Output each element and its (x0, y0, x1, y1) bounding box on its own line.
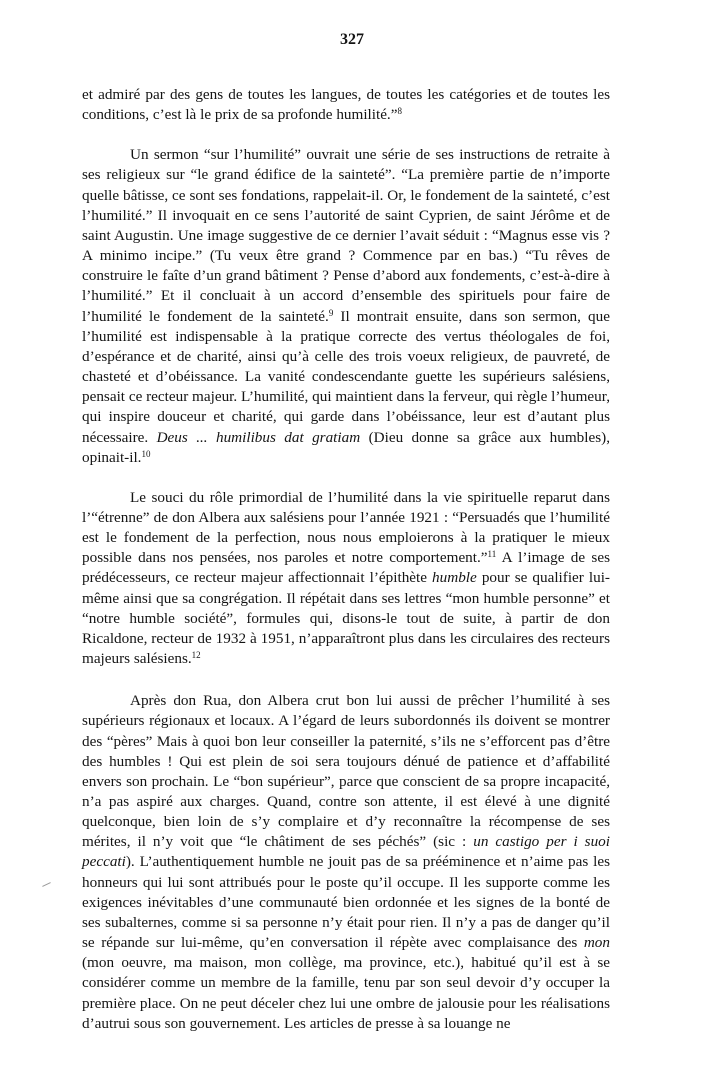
margin-mark (42, 882, 51, 887)
text-run: Le souci du rôle primordial de l’humilité dans la vie spirituelle reparut dans l’“étrenne” de don Albera aux salésiens pour l’année 1921 : “Persuadés que l’humilité est le fondement de la perfection, nous nous emploierons à la pratiquer le mieux possible dans nos pensées, nos paroles et notre comportement.” (82, 488, 610, 567)
footnote-ref: 10 (141, 448, 151, 459)
paragraph (82, 691, 610, 1034)
text-run: pour se qualifier lui-même ainsi que sa congrégation. Il répétait dans ses lettres “mon humble personne” et “notre humble société”, formules qui, disons-le tout de suite, à partir de don Ricaldone, recteur de 1932 à 1951, n’apparaîtront plus dans les circulaires des recteurs majeurs salésiens. (82, 569, 610, 668)
text-run: Il montrait ensuite, dans son sermon, que l’humilité est indispensable à la pratique correcte des vertus théologales de foi, d’espérance et de charité, ainsi qu’à celle des trois voeux religieux, de pauvreté, de chasteté et d’obéissance. La vanité condescendante guette les supérieurs salésiens, pensait ce recteur majeur. L’humilité, qui maintient dans la ferveur, qui règle l’humeur, qui inspire douceur et charité, qui garde dans l’obéissance, leur est d’autant plus nécessaire. (82, 307, 610, 446)
paragraph (82, 145, 610, 468)
italic-run: un castigo per i suoi peccati (82, 833, 610, 871)
footnote-ref: 12 (191, 650, 201, 661)
footnote-ref: 9 (328, 307, 334, 318)
italic-run: Deus ... humilibus dat gratiam (156, 428, 361, 446)
text-run: Après don Rua, don Albera crut bon lui aussi de prêcher l’humilité à ses supérieurs régionaux et locaux. A l’égard de leurs subordonnés ils doivent se montrer des “pères” Mais à quoi bon leur conseiller la paternité, s’ils ne s’efforcent pas d’être des humbles ! Qui est plein de soi sera toujours dénué de patience et d’affabilité envers son prochain. Le “bon supérieur”, parce que conscient de sa propre incapacité, n’a pas aspiré aux charges. Quand, contre son attente, il est élevé à une dignité quelconque, bien loin de s’y complaire et d’y reconnaître la récompense de ses mérites, il n’y voit que “le châtiment de ses péchés” (sic : (82, 692, 610, 851)
body-text (82, 85, 610, 1034)
text-run: (mon oeuvre, ma maison, mon collège, ma province, etc.), habitué qu’il est à se considérer comme un membre de la famille, tenu par son seul devoir d’y occuper la première place. On ne peut déceler chez lui une ombre de jalousie pour les réalisations d’autrui sous son gouvernement. Les articles de presse à sa louange ne (82, 954, 610, 1032)
text-run: et admiré par des gens de toutes les langues, de toutes les catégories et de toutes les conditions, c’est là le prix de sa profonde humilité.” (82, 86, 610, 124)
text-run: A l’image de ses prédécesseurs, ce recteur majeur affectionnait l’épithète (82, 549, 610, 587)
text-run: ). L’authentiquement humble ne jouit pas de sa prééminence et n’aime pas les honneurs qui lui sont attribués pour le poste qu’il occupe. Il les supporte comme les exigences inévitables d’une communauté bien ordonnée et les signes de la bonté de ses subalternes, comme si sa personne n’y était pour rien. Il n’y a pas de danger qu’il se répande sur lui-même, qu’en conversation il répète avec complaisance des (82, 853, 610, 952)
paragraph (82, 488, 610, 669)
paragraph (82, 85, 610, 125)
text-run: Un sermon “sur l’humilité” ouvrait une série de ses instructions de retraite à ses religieux sur “le grand édifice de la sainteté”. “La première partie de n’importe quelle bâtisse, ce sont ses fondations, rappelait-il. Or, le fondement de la sainteté, c’est l’humilité.” Il invoquait en ce sens l’autorité de saint Cyprien, de saint Jérôme et de saint Augustin. Une image suggestive de ce dernier l’avait séduit : “Magnus esse vis ? A minimo incipe.” (Tu veux être grand ? Commence par en bas.) “Tu rêves de construire le faîte d’un grand bâtiment ? Pense d’abord aux fondements, c’est-à-dire à l’humilité.” Et il concluait à un accord d’ensemble des spirituels pour faire de l’humilité le fondement de la sainteté. (82, 146, 610, 325)
italic-run: mon (583, 934, 610, 952)
footnote-ref: 8 (397, 106, 402, 117)
italic-run: humble (432, 569, 477, 587)
page-number: 327 (340, 31, 364, 48)
footnote-ref: 11 (487, 549, 497, 560)
text-run: (Dieu donne sa grâce aux humbles), opinait-il. (82, 428, 610, 466)
